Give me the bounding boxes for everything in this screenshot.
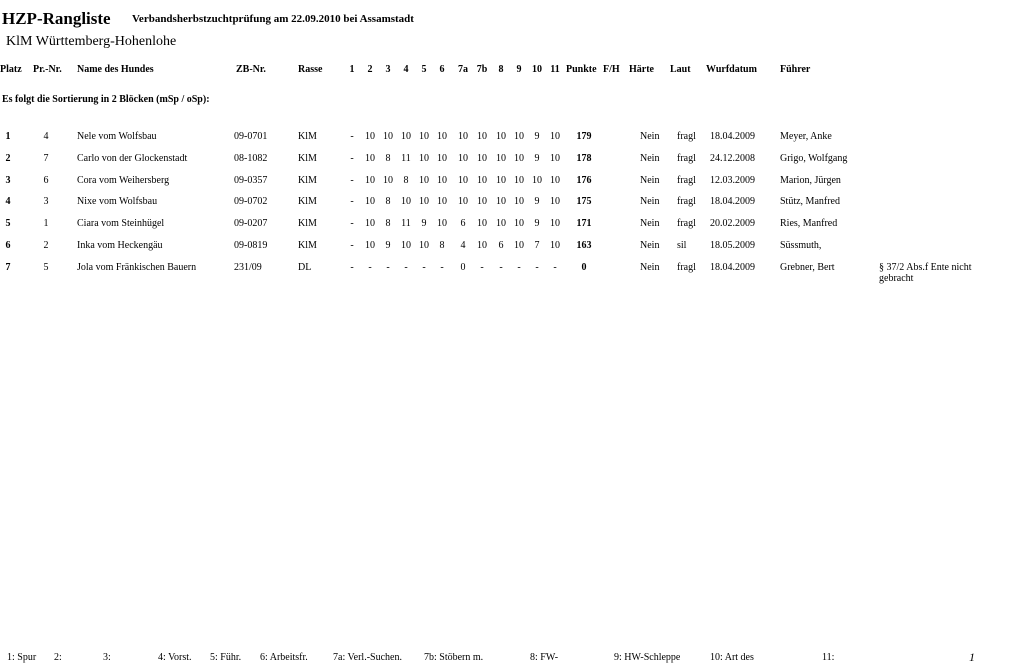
cell-s4: 10	[401, 196, 411, 207]
cell-s11: 10	[550, 218, 560, 229]
cell-s11: 10	[550, 153, 560, 164]
cell-punkte: 176	[576, 175, 592, 186]
cell-s4: 11	[401, 153, 411, 164]
page-title: HZP-Rangliste	[2, 9, 111, 28]
cell-wurf: 18.05.2009	[710, 240, 755, 251]
cell-s4: 10	[401, 131, 411, 142]
cell-s2: 10	[365, 240, 375, 251]
cell-rasse: KlM	[298, 131, 317, 142]
cell-s3: 8	[385, 218, 391, 229]
footer-legend-item: 5: Führ.	[210, 652, 242, 663]
cell-rasse: KlM	[298, 153, 317, 164]
cell-s2: 10	[365, 153, 375, 164]
cell-haerte: Nein	[640, 196, 660, 207]
cell-s10: 9	[534, 196, 540, 207]
cell-s3: 9	[385, 240, 391, 251]
cell-s1: -	[350, 175, 354, 186]
cell-s7b: 10	[477, 131, 487, 142]
cell-wurf: 18.04.2009	[710, 196, 755, 207]
column-header-haerte: Härte	[629, 64, 654, 75]
cell-s8: 10	[496, 175, 506, 186]
cell-haerte: Nein	[640, 262, 660, 273]
cell-s1: -	[350, 240, 354, 251]
cell-zb: 09-0207	[234, 218, 268, 229]
cell-name: Nixe vom Wolfsbau	[77, 196, 158, 207]
cell-fuehrer: Grebner, Bert	[780, 262, 835, 273]
cell-platz: 6	[5, 240, 11, 251]
cell-platz: 3	[5, 175, 11, 186]
cell-prnr: 4	[43, 131, 49, 142]
cell-wurf: 24.12.2008	[710, 153, 755, 164]
cell-platz: 2	[5, 153, 11, 164]
cell-s7a: 10	[458, 196, 468, 207]
cell-s10: 10	[532, 175, 542, 186]
cell-punkte: 163	[576, 240, 592, 251]
column-header-prnr: Pr.-Nr.	[33, 64, 62, 75]
cell-zb: 09-0702	[234, 196, 268, 207]
cell-s2: 10	[365, 175, 375, 186]
cell-s5: 9	[421, 218, 427, 229]
cell-fuehrer: Süssmuth,	[780, 240, 822, 251]
cell-s8: 10	[496, 153, 506, 164]
cell-s4: 11	[401, 218, 411, 229]
cell-laut: fragl	[677, 153, 696, 164]
cell-name: Cora vom Weihersberg	[77, 175, 170, 186]
cell-zb: 08-1082	[234, 153, 268, 164]
cell-s2: 10	[365, 131, 375, 142]
cell-s1: -	[350, 131, 354, 142]
cell-s1: -	[350, 196, 354, 207]
cell-s6: 10	[437, 153, 447, 164]
cell-s5: 10	[419, 153, 429, 164]
cell-zb: 09-0819	[234, 240, 268, 251]
cell-zb: 231/09	[234, 262, 262, 273]
cell-s10: 9	[534, 131, 540, 142]
footer-legend-item: 11:	[822, 652, 835, 663]
column-header-s1: 1	[349, 64, 355, 75]
cell-name: Nele vom Wolfsbau	[77, 131, 157, 142]
cell-laut: sil	[677, 240, 687, 251]
cell-s10: 9	[534, 218, 540, 229]
cell-s4: 8	[403, 175, 409, 186]
cell-fuehrer: Meyer, Anke	[780, 131, 832, 142]
cell-s3: 10	[383, 131, 393, 142]
cell-zb: 09-0357	[234, 175, 268, 186]
cell-s10: 7	[534, 240, 540, 251]
cell-s3: 8	[385, 153, 391, 164]
cell-s8: 10	[496, 131, 506, 142]
cell-s8: -	[499, 262, 503, 273]
cell-s2: -	[368, 262, 372, 273]
cell-s1: -	[350, 218, 354, 229]
cell-zb: 09-0701	[234, 131, 268, 142]
cell-fuehrer: Stütz, Manfred	[780, 196, 840, 207]
cell-wurf: 12.03.2009	[710, 175, 755, 186]
club-name: KlM Württemberg-Hohenlohe	[6, 34, 177, 49]
cell-wurf: 20.02.2009	[710, 218, 755, 229]
cell-prnr: 6	[43, 175, 49, 186]
cell-prnr: 1	[43, 218, 49, 229]
column-header-s10: 10	[532, 64, 542, 75]
cell-s8: 10	[496, 196, 506, 207]
cell-name: Jola vom Fränkischen Bauern	[77, 262, 197, 273]
cell-haerte: Nein	[640, 240, 660, 251]
cell-s9: 10	[514, 196, 524, 207]
cell-s5: -	[422, 262, 426, 273]
column-header-s9: 9	[516, 64, 522, 75]
cell-fuehrer: Grigo, Wolfgang	[780, 153, 848, 164]
cell-s9: 10	[514, 218, 524, 229]
cell-s7a: 0	[460, 262, 466, 273]
cell-prnr: 5	[43, 262, 49, 273]
cell-platz: 7	[5, 262, 11, 273]
cell-s9: 10	[514, 131, 524, 142]
cell-fuehrer: Ries, Manfred	[780, 218, 838, 229]
cell-s11: 10	[550, 131, 560, 142]
cell-s1: -	[350, 262, 354, 273]
cell-punkte: 171	[576, 218, 592, 229]
cell-s4: 10	[401, 240, 411, 251]
cell-laut: fragl	[677, 196, 696, 207]
cell-rasse: KlM	[298, 218, 317, 229]
cell-s11: 10	[550, 196, 560, 207]
column-header-s4: 4	[403, 64, 409, 75]
cell-prnr: 2	[43, 240, 49, 251]
column-header-s11: 11	[550, 64, 560, 75]
cell-platz: 5	[5, 218, 11, 229]
cell-punkte: 179	[576, 131, 592, 142]
cell-name: Inka vom Heckengäu	[77, 240, 163, 251]
cell-fuehrer: Marion, Jürgen	[780, 175, 841, 186]
cell-laut: fragl	[677, 218, 696, 229]
footer-legend-item: 7a: Verl.-Suchen.	[333, 652, 402, 663]
cell-s6: 10	[437, 175, 447, 186]
column-header-s6: 6	[439, 64, 445, 75]
cell-s7b: 10	[477, 175, 487, 186]
cell-s6: 10	[437, 218, 447, 229]
cell-remark: § 37/2 Abs.f Ente nicht gebracht	[879, 262, 972, 284]
cell-s2: 10	[365, 218, 375, 229]
cell-prnr: 3	[43, 196, 49, 207]
cell-s6: 8	[439, 240, 445, 251]
cell-s7b: 10	[477, 218, 487, 229]
column-header-platz: Platz	[0, 64, 22, 75]
cell-platz: 1	[5, 131, 11, 142]
cell-name: Carlo von der Glockenstadt	[77, 153, 188, 164]
cell-s3: 10	[383, 175, 393, 186]
cell-s8: 6	[498, 240, 504, 251]
cell-s9: 10	[514, 153, 524, 164]
cell-prnr: 7	[43, 153, 49, 164]
cell-s9: 10	[514, 175, 524, 186]
cell-punkte: 178	[576, 153, 592, 164]
footer-legend-item: 2:	[54, 652, 62, 663]
footer-legend-item: 7b: Stöbern m.	[424, 652, 484, 663]
sorting-note: Es folgt die Sortierung in 2 Blöcken (mSp / oSp):	[2, 94, 210, 105]
column-header-fuehrer: Führer	[780, 64, 811, 75]
cell-haerte: Nein	[640, 175, 660, 186]
cell-s5: 10	[419, 240, 429, 251]
cell-wurf: 18.04.2009	[710, 262, 755, 273]
cell-s6: 10	[437, 131, 447, 142]
cell-s11: 10	[550, 175, 560, 186]
cell-laut: fragl	[677, 175, 696, 186]
column-header-s2: 2	[367, 64, 373, 75]
cell-s2: 10	[365, 196, 375, 207]
cell-laut: fragl	[677, 131, 696, 142]
cell-haerte: Nein	[640, 131, 660, 142]
column-header-zb: ZB-Nr.	[236, 64, 266, 75]
cell-wurf: 18.04.2009	[710, 131, 755, 142]
cell-s1: -	[350, 153, 354, 164]
page-number: 1	[969, 650, 975, 664]
page-subtitle: Verbandsherbstzuchtprüfung am 22.09.2010 bei Assamstadt	[132, 13, 414, 25]
cell-s5: 10	[419, 196, 429, 207]
cell-s5: 10	[419, 175, 429, 186]
cell-name: Ciara vom Steinhügel	[77, 218, 165, 229]
footer-legend-item: 4: Vorst.	[158, 652, 192, 663]
cell-s7a: 10	[458, 153, 468, 164]
column-header-laut: Laut	[670, 64, 691, 75]
cell-laut: fragl	[677, 262, 696, 273]
cell-s9: -	[517, 262, 521, 273]
cell-s6: -	[440, 262, 444, 273]
cell-haerte: Nein	[640, 153, 660, 164]
cell-rasse: KlM	[298, 240, 317, 251]
column-header-s5: 5	[421, 64, 427, 75]
cell-s9: 10	[514, 240, 524, 251]
footer-legend-item: 9: HW-Schleppe	[614, 652, 681, 663]
cell-punkte: 175	[576, 196, 592, 207]
column-header-rasse: Rasse	[298, 64, 323, 75]
cell-s11: 10	[550, 240, 560, 251]
cell-s7a: 6	[460, 218, 466, 229]
cell-s10: 9	[534, 153, 540, 164]
cell-s7b: -	[480, 262, 484, 273]
column-header-fh: F/H	[603, 64, 620, 75]
cell-s3: 8	[385, 196, 391, 207]
cell-s3: -	[386, 262, 390, 273]
cell-s4: -	[404, 262, 408, 273]
footer-legend-item: 10: Art des	[710, 652, 754, 663]
column-header-name: Name des Hundes	[77, 64, 154, 75]
cell-s7a: 4	[460, 240, 466, 251]
footer-legend-item: 1: Spur	[7, 652, 37, 663]
cell-s10: -	[535, 262, 539, 273]
cell-platz: 4	[5, 196, 11, 207]
column-header-s7a: 7a	[458, 64, 468, 75]
cell-haerte: Nein	[640, 218, 660, 229]
cell-s7b: 10	[477, 153, 487, 164]
column-header-wurf: Wurfdatum	[706, 64, 757, 75]
cell-s7b: 10	[477, 240, 487, 251]
column-header-s8: 8	[498, 64, 504, 75]
cell-punkte: 0	[581, 262, 587, 273]
cell-s11: -	[553, 262, 557, 273]
column-header-s3: 3	[385, 64, 391, 75]
cell-s7a: 10	[458, 175, 468, 186]
cell-rasse: KlM	[298, 175, 317, 186]
column-header-punkte: Punkte	[566, 64, 597, 75]
cell-s7b: 10	[477, 196, 487, 207]
cell-rasse: KlM	[298, 196, 317, 207]
cell-s5: 10	[419, 131, 429, 142]
footer-legend-item: 3:	[103, 652, 111, 663]
column-header-s7b: 7b	[476, 64, 488, 75]
cell-s7a: 10	[458, 131, 468, 142]
cell-s8: 10	[496, 218, 506, 229]
footer-legend-item: 8: FW-	[530, 652, 559, 663]
footer-legend-item: 6: Arbeitsfr.	[260, 652, 308, 663]
cell-rasse: DL	[298, 262, 312, 273]
cell-s6: 10	[437, 196, 447, 207]
